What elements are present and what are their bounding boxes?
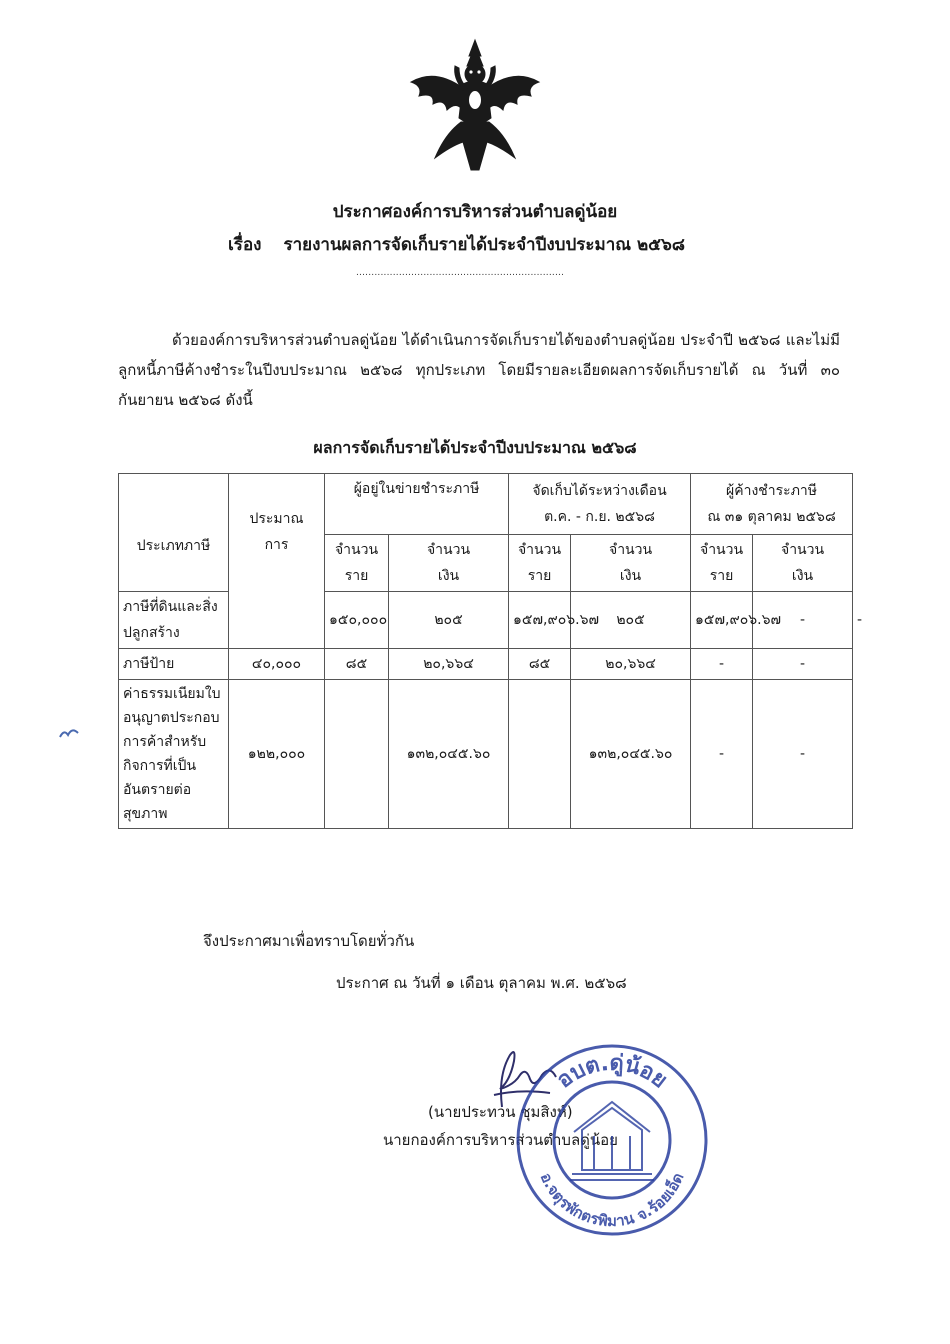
header-amount: จำนวน เงิน bbox=[571, 535, 691, 592]
header-count: จำนวน ราย bbox=[509, 535, 571, 592]
cell-col-amount: ๑๓๒,๐๔๕.๖๐ bbox=[571, 680, 691, 829]
header-amount: จำนวน เงิน bbox=[753, 535, 853, 592]
cell-tax-type: ค่าธรรมเนียมใบอนุญาตประกอบการค้าสำหรับกิจการที่เป็นอันตรายต่อสุขภาพ bbox=[119, 680, 229, 829]
header-tax-type: ประเภทภาษี bbox=[119, 474, 229, 592]
signer-position: นายกองค์การบริหารส่วนตำบลดู่น้อย bbox=[383, 1131, 618, 1149]
cell-out-amount: - bbox=[753, 680, 853, 829]
cell-tax-type: ภาษีป้าย bbox=[119, 649, 229, 680]
official-seal bbox=[512, 1040, 712, 1240]
cell-tax-type: ภาษีที่ดินและสิ่งปลูกสร้าง bbox=[119, 592, 229, 649]
cell-net-count: ๘๕ bbox=[325, 649, 389, 680]
cell-col-count: ๘๕ bbox=[509, 649, 571, 680]
revenue-table bbox=[118, 473, 863, 829]
header-count: จำนวน ราย bbox=[691, 535, 753, 592]
header-count: จำนวน ราย bbox=[325, 535, 389, 592]
svg-text:อ.จตุรพักตรพิมาน จ.ร้อยเอ็ด: อ.จตุรพักตรพิมาน จ.ร้อยเอ็ด bbox=[536, 1170, 688, 1231]
cell-estimate: ๔๐,๐๐๐ bbox=[229, 649, 325, 680]
cell-out-count: - bbox=[691, 649, 753, 680]
cell-out-count: - bbox=[753, 592, 853, 649]
cell-net-amount: ๒๐,๖๖๔ bbox=[389, 649, 509, 680]
svg-text:อบต.ดู่น้อย: อบต.ดู่น้อย bbox=[552, 1050, 672, 1094]
table-row bbox=[119, 680, 853, 829]
body-paragraph: ด้วยองค์การบริหารส่วนตำบลดู่น้อย ได้ดำเนินการจัดเก็บรายได้ของตำบลดู่น้อย ประจำปี ๒๕๖๘ และไม่มีลูกหนี้ภาษีค้างชำระในปีงบประมาณ ๒๕๖๘ ทุกประเภท โดยมีรายละเอียดผลการจัดเก็บรายได้ ณ วันที่ ๓๐ กันยายน ๒๕๖๘ ดังนี้ bbox=[118, 331, 840, 409]
cell-col-count: ๒๐๕ bbox=[571, 592, 691, 649]
garuda-emblem bbox=[405, 38, 545, 173]
closing-text: จึงประกาศมาเพื่อทราบโดยทั่วกัน bbox=[203, 932, 415, 950]
table-title: ผลการจัดเก็บรายได้ประจำปีงบประมาณ ๒๕๖๘ bbox=[313, 438, 637, 457]
signer-name: (นายประทวน ชุมสิงห์) bbox=[428, 1103, 573, 1121]
cell-estimate: ๑๕๐,๐๐๐ bbox=[325, 592, 389, 649]
cell-col-amount: ๑๕๗,๙๐๖.๖๗ bbox=[691, 592, 753, 649]
table-row bbox=[119, 649, 853, 680]
stray-ink-mark bbox=[58, 725, 80, 741]
table-header-row bbox=[119, 474, 853, 535]
subject-text: รายงานผลการจัดเก็บรายได้ประจำปีงบประมาณ ๒๕๖๘ bbox=[283, 235, 685, 255]
cell-out-count: - bbox=[691, 680, 753, 829]
header-amount: จำนวน เงิน bbox=[389, 535, 509, 592]
cell-out-amount: - bbox=[753, 649, 853, 680]
subject-label: เรื่อง bbox=[228, 235, 262, 255]
cell-col-count bbox=[509, 680, 571, 829]
announcement-date: ประกาศ ณ วันที่ ๑ เดือน ตุลาคม พ.ศ. ๒๕๖๘ bbox=[336, 974, 627, 992]
header-outstanding: ผู้ค้างชำระภาษี ณ ๓๑ ตุลาคม ๒๕๖๘ bbox=[691, 474, 853, 535]
cell-net-amount: ๑๓๒,๐๔๕.๖๐ bbox=[389, 680, 509, 829]
header-collected: จัดเก็บได้ระหว่างเดือน ต.ค. - ก.ย. ๒๕๖๘ bbox=[509, 474, 691, 535]
cell-net-amount: ๑๕๗,๙๐๖.๖๗ bbox=[509, 592, 571, 649]
subject-line bbox=[228, 231, 685, 258]
announcement-title: ประกาศองค์การบริหารส่วนตำบลดู่น้อย bbox=[332, 202, 618, 222]
cell-net-count bbox=[325, 680, 389, 829]
cell-col-amount: ๒๐,๖๖๔ bbox=[571, 649, 691, 680]
header-in-network: ผู้อยู่ในข่ายชำระภาษี bbox=[325, 474, 509, 535]
cell-net-count: ๒๐๕ bbox=[389, 592, 509, 649]
header-estimate: ประมาณ การ bbox=[229, 474, 325, 649]
separator-line: .................................................................... bbox=[356, 268, 565, 278]
cell-estimate: ๑๒๒,๐๐๐ bbox=[229, 680, 325, 829]
table-row: ภาษีที่ดินและสิ่งปลูกสร้าง ๑๕๐,๐๐๐ ๒๐๕ ๑๕๗,๙๐๖.๖๗ ๒๐๕ ๑๕๗,๙๐๖.๖๗ - - bbox=[119, 592, 853, 649]
